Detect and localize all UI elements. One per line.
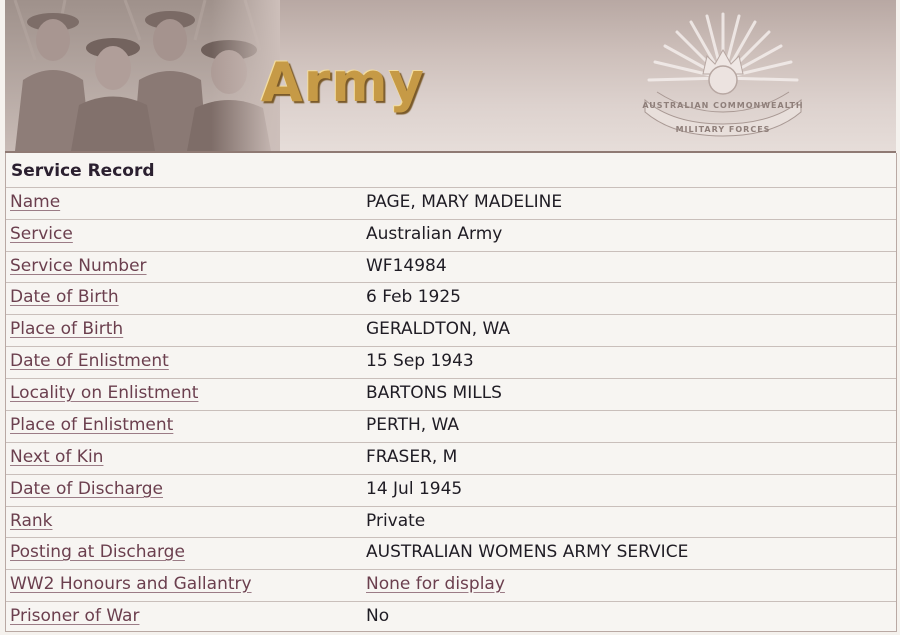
row-label-name[interactable]: Name xyxy=(10,192,61,212)
row-value-ww2-honours[interactable]: None for display xyxy=(366,574,505,594)
row-value-posting-at-discharge: AUSTRALIAN WOMENS ARMY SERVICE xyxy=(366,542,689,562)
record-title: Service Record xyxy=(11,161,155,181)
row-label-rank[interactable]: Rank xyxy=(10,511,53,531)
row-label-service-number[interactable]: Service Number xyxy=(10,256,147,276)
table-row xyxy=(6,346,896,378)
row-value-date-of-discharge: 14 Jul 1945 xyxy=(366,479,463,499)
row-value-next-of-kin: FRASER, M xyxy=(366,447,458,467)
row-label-service[interactable]: Service xyxy=(10,224,73,244)
army-title: Army xyxy=(261,51,425,114)
army-banner xyxy=(5,0,896,153)
row-value-rank: Private xyxy=(366,511,426,531)
row-value-date-of-birth: 6 Feb 1925 xyxy=(366,287,461,307)
table-row xyxy=(6,251,896,283)
rising-sun-badge-icon xyxy=(633,8,813,142)
row-label-place-of-birth[interactable]: Place of Birth xyxy=(10,319,124,339)
table-row xyxy=(6,410,896,442)
table-row xyxy=(6,442,896,474)
row-value-service-number: WF14984 xyxy=(366,256,447,276)
table-row xyxy=(6,219,896,251)
row-value-prisoner-of-war: No xyxy=(366,606,390,626)
row-label-place-of-enlistment[interactable]: Place of Enlistment xyxy=(10,415,174,435)
table-row xyxy=(6,187,896,219)
row-label-prisoner-of-war[interactable]: Prisoner of War xyxy=(10,606,140,626)
row-value-locality-on-enlistment: BARTONS MILLS xyxy=(366,383,502,403)
table-row xyxy=(6,378,896,410)
row-value-place-of-enlistment: PERTH, WA xyxy=(366,415,460,435)
table-row xyxy=(6,506,896,538)
row-value-place-of-birth: GERALDTON, WA xyxy=(366,319,511,339)
row-label-date-of-enlistment[interactable]: Date of Enlistment xyxy=(10,351,169,371)
table-row xyxy=(6,282,896,314)
table-row xyxy=(6,601,896,633)
emblem-text-top: AUSTRALIAN COMMONWEALTH xyxy=(642,101,804,110)
row-value-service: Australian Army xyxy=(366,224,503,244)
row-label-ww2-honours[interactable]: WW2 Honours and Gallantry xyxy=(10,574,252,594)
service-record-table xyxy=(5,153,897,632)
table-row xyxy=(6,537,896,569)
soldiers-photo xyxy=(5,0,280,151)
emblem-text-bottom: MILITARY FORCES xyxy=(675,125,771,134)
row-label-locality-on-enlistment[interactable]: Locality on Enlistment xyxy=(10,383,199,403)
row-label-date-of-discharge[interactable]: Date of Discharge xyxy=(10,479,163,499)
table-row xyxy=(6,314,896,346)
row-label-date-of-birth[interactable]: Date of Birth xyxy=(10,287,119,307)
row-value-date-of-enlistment: 15 Sep 1943 xyxy=(366,351,474,371)
table-row xyxy=(6,474,896,506)
row-label-next-of-kin[interactable]: Next of Kin xyxy=(10,447,104,467)
row-value-name: PAGE, MARY MADELINE xyxy=(366,192,563,212)
table-row xyxy=(6,569,896,601)
row-label-posting-at-discharge[interactable]: Posting at Discharge xyxy=(10,542,185,562)
